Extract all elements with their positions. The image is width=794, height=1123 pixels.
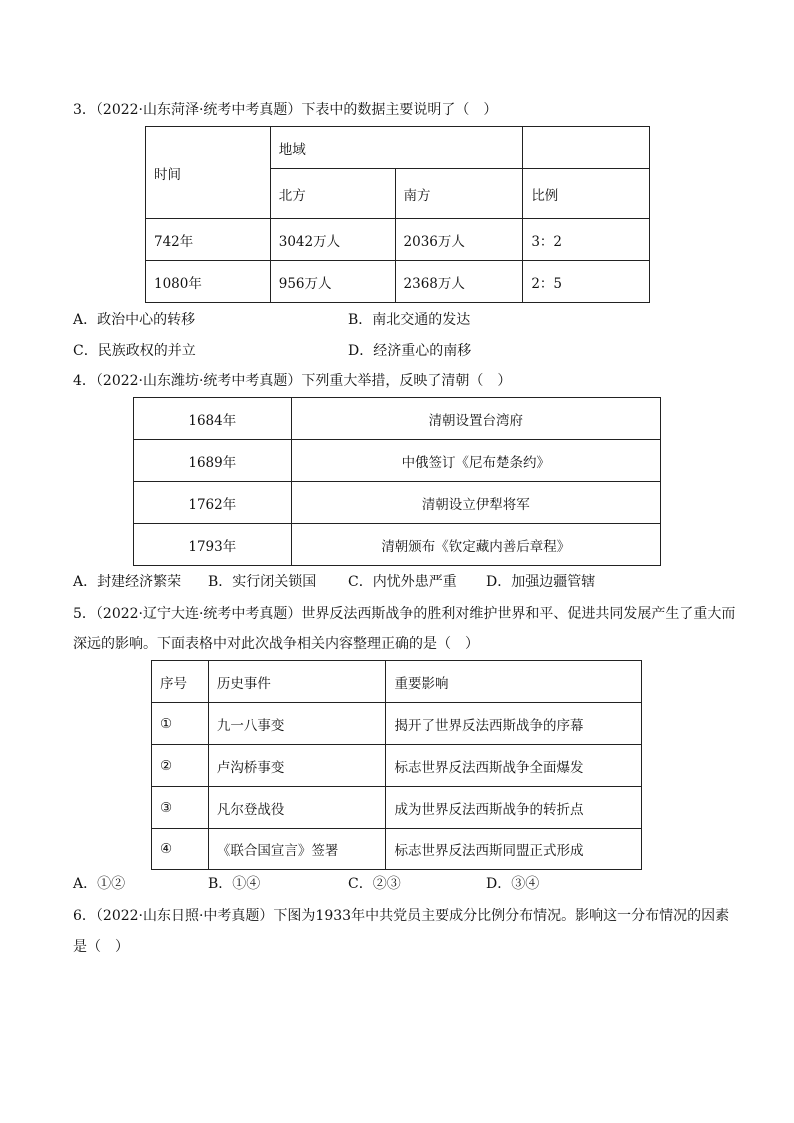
q3-header-ratio: 比例	[523, 169, 650, 219]
q3-option-c[interactable]: C．民族政权的并立	[73, 343, 196, 359]
q3-cell-time: 1080年	[146, 261, 271, 303]
q5-cell-no: ②	[152, 745, 209, 787]
q5-option-d[interactable]: D．③④	[486, 876, 540, 892]
table-row	[134, 482, 661, 524]
q3-header-empty	[523, 127, 650, 169]
table-row	[134, 398, 661, 440]
q4-stem: 4．（2022·山东潍坊·统考中考真题）下列重大举措，反映了清朝（ ）	[73, 373, 512, 389]
q4-cell-event: 中俄签订《尼布楚条约》	[291, 440, 660, 482]
q5-header-impact: 重要影响	[386, 661, 642, 703]
q3-header-north: 北方	[270, 169, 395, 219]
q3-header-south: 南方	[395, 169, 523, 219]
q4-table	[133, 397, 661, 566]
q5-header-no: 序号	[152, 661, 209, 703]
q3-option-d[interactable]: D．经济重心的南移	[348, 343, 472, 359]
q3-cell-ratio: 2：5	[523, 261, 650, 303]
q3-cell-time: 742年	[146, 219, 271, 261]
q3-stem: 3．（2022·山东菏泽·统考中考真题）下表中的数据主要说明了（ ）	[73, 102, 498, 118]
q5-cell-no: ①	[152, 703, 209, 745]
q5-cell-impact: 成为世界反法西斯战争的转折点	[386, 787, 642, 829]
q5-cell-event: 九一八事变	[208, 703, 386, 745]
q5-option-a[interactable]: A．①②	[73, 876, 126, 892]
q4-cell-year: 1762年	[134, 482, 292, 524]
q4-cell-event: 清朝设立伊犁将军	[291, 482, 660, 524]
q5-cell-event: 凡尔登战役	[208, 787, 386, 829]
q4-option-c[interactable]: C．内忧外患严重	[348, 574, 457, 590]
q5-cell-impact: 标志世界反法西斯战争全面爆发	[386, 745, 642, 787]
q4-option-a[interactable]: A．封建经济繁荣	[73, 574, 182, 590]
table-row	[152, 745, 642, 787]
q4-option-b[interactable]: B．实行闭关锁国	[208, 574, 317, 590]
table-row	[134, 440, 661, 482]
q6-stem-line1: 6．（2022·山东日照·中考真题）下图为1933年中共党员主要成分比例分布情况。影响这一分布情况的因素	[73, 908, 730, 924]
q6-stem-line2: 是（ ）	[73, 939, 129, 955]
q3-table	[145, 126, 650, 303]
table-row	[146, 261, 650, 303]
q3-header-time: 时间	[146, 127, 271, 219]
q5-stem-line2: 深远的影响。下面表格中对此次战争相关内容整理正确的是（ ）	[73, 636, 479, 652]
q5-cell-impact: 标志世界反法西斯同盟正式形成	[386, 829, 642, 870]
q4-cell-year: 1684年	[134, 398, 292, 440]
q5-cell-no: ③	[152, 787, 209, 829]
q3-option-a[interactable]: A．政治中心的转移	[73, 312, 196, 328]
table-row	[152, 787, 642, 829]
q3-cell-south: 2368万人	[395, 261, 523, 303]
q3-cell-north: 956万人	[270, 261, 395, 303]
q5-table	[151, 660, 642, 870]
q3-cell-ratio: 3：2	[523, 219, 650, 261]
q5-cell-event: 《联合国宣言》签署	[208, 829, 386, 870]
table-row	[146, 219, 650, 261]
table-row	[152, 703, 642, 745]
q4-cell-year: 1689年	[134, 440, 292, 482]
q5-stem-line1: 5．（2022·辽宁大连·统考中考真题）世界反法西斯战争的胜利对维护世界和平、促进共同发展产生了重大而	[73, 606, 736, 622]
q3-header-region: 地域	[270, 127, 523, 169]
q4-option-d[interactable]: D．加强边疆管辖	[486, 574, 596, 590]
q3-option-b[interactable]: B．南北交通的发达	[348, 312, 471, 328]
q4-cell-event: 清朝颁布《钦定藏内善后章程》	[291, 524, 660, 566]
q5-cell-no: ④	[152, 829, 209, 870]
q5-cell-impact: 揭开了世界反法西斯战争的序幕	[386, 703, 642, 745]
q4-cell-year: 1793年	[134, 524, 292, 566]
q3-cell-north: 3042万人	[270, 219, 395, 261]
table-row	[152, 829, 642, 870]
q5-header-event: 历史事件	[208, 661, 386, 703]
q3-cell-south: 2036万人	[395, 219, 523, 261]
q5-option-c[interactable]: C．②③	[348, 876, 401, 892]
q5-option-b[interactable]: B．①④	[208, 876, 261, 892]
q5-cell-event: 卢沟桥事变	[208, 745, 386, 787]
q4-cell-event: 清朝设置台湾府	[291, 398, 660, 440]
table-row	[134, 524, 661, 566]
